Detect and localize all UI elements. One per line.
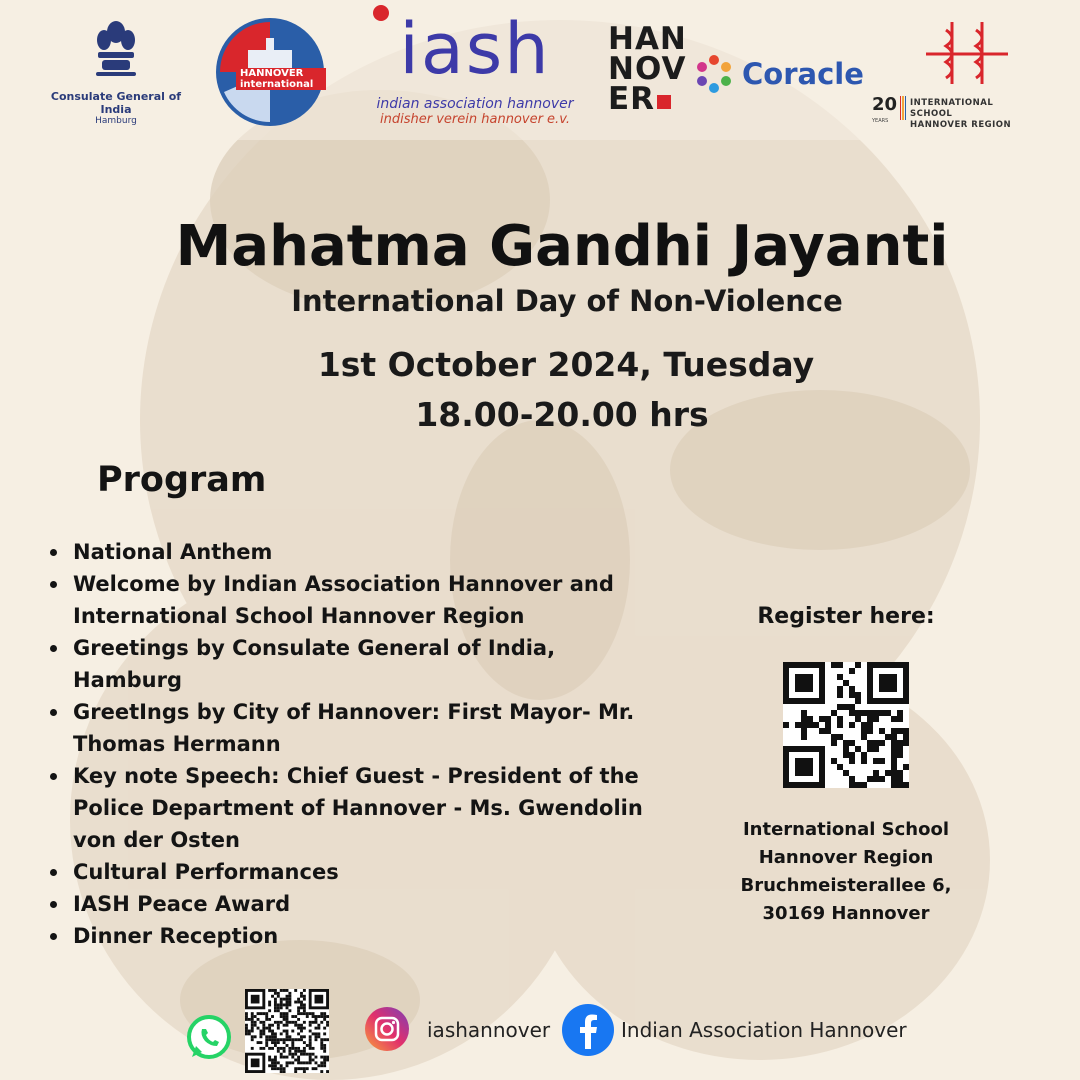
school-years-sub: YEARS [872,118,889,124]
program-heading: Program [97,460,267,500]
program-item: National Anthem [48,536,648,568]
school-name-line-2: HANNOVER REGION [910,120,1012,130]
iash-logo [360,4,590,134]
hannover-line-2: NOV [608,51,687,87]
program-item: Key note Speech: Chief Guest - President of the Police Department of Hannover - Ms. Gwendolin von der Osten [48,760,648,856]
register-label: Register here: [757,604,935,629]
red-square-icon [657,95,671,109]
program-item: Dinner Reception [48,920,648,952]
event-date: 1st October 2024, Tuesday [317,345,815,384]
venue-line-4: 30169 Hannover [762,903,930,924]
whatsapp-icon[interactable] [186,1015,232,1061]
venue-line-3: Bruchmeisterallee 6, [740,875,952,896]
hannover-line-1: HAN [608,21,687,57]
emblem-icon [92,18,140,82]
program-item: IASH Peace Award [48,888,648,920]
school-color-bars [900,96,906,120]
program-item: Welcome by Indian Association Hannover and International School Hannover Region [48,568,648,632]
hannover-line-3: ER [608,81,656,117]
iash-dot-icon [372,4,390,22]
consulate-logo [36,18,196,126]
venue-line-2: Hannover Region [758,847,934,868]
iash-tagline-en: indian association hannover [376,96,574,112]
social-footer [0,985,1080,1080]
consulate-city: Hamburg [95,116,137,126]
facebook-icon[interactable] [561,1003,615,1057]
iash-tagline-de: indisher verein hannover e.v. [380,112,570,127]
event-subtitle: International Day of Non-Violence [291,284,843,318]
whatsapp-qr-code[interactable] [245,989,329,1073]
instagram-handle[interactable]: iashannover [427,1018,551,1042]
coracle-logo [694,52,864,96]
city-hannover-logo [608,21,687,117]
program-item: Cultural Performances [48,856,648,888]
coracle-dots-icon [694,54,734,94]
iash-wordmark: iash [399,8,551,90]
program-item: Greetings by Consulate General of India, Hamburg [48,632,648,696]
hannover-international-label: HANNOVER international [236,68,326,90]
consulate-name: Consulate General of India [50,90,182,116]
registration-qr-code[interactable] [783,662,909,788]
facebook-page-name[interactable]: Indian Association Hannover [621,1018,907,1042]
event-title: Mahatma Gandhi Jayanti [175,214,949,279]
school-name [910,98,1030,131]
hannover-international-logo [214,16,326,128]
partner-logos [0,0,1080,140]
school-mark-icon [922,18,1012,88]
international-school-logo [870,18,1030,128]
coracle-name: Coracle [742,57,864,91]
venue-line-1: International School [742,819,950,840]
school-years: 20 [872,94,898,115]
program-list [48,536,648,952]
venue-address [720,816,972,928]
program-item: GreetIngs by City of Hannover: First Mayor- Mr. Thomas Hermann [48,696,648,760]
school-name-line-1: INTERNATIONAL SCHOOL [910,98,994,119]
event-time: 18.00-20.00 hrs [415,395,709,434]
instagram-icon[interactable] [364,1006,410,1052]
